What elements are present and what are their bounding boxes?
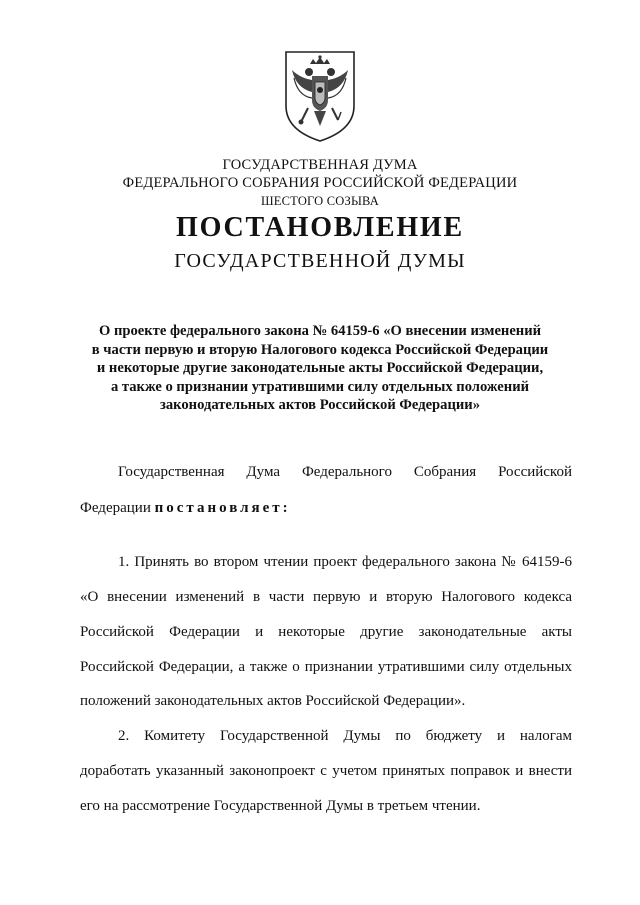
- intro-line-1: Государственная Дума Федерального Собрания Российской: [118, 464, 572, 480]
- item1-line-5: положений законодательных актов Российской Федерации».: [80, 693, 466, 709]
- document-title: ПОСТАНОВЛЕНИЕ: [176, 212, 464, 243]
- item1-line-1: 1. Принять во втором чтении проект федерального закона № 64159-6: [118, 554, 572, 570]
- subject-line-3: и некоторые другие законодательные акты Российской Федерации,: [96, 360, 544, 376]
- header-line-3: ШЕСТОГО СОЗЫВА: [260, 194, 380, 208]
- item2-line-1: 2. Комитету Государственной Думы по бюджету и налогам: [118, 728, 572, 744]
- item2-line-2: доработать указанный законопроект с учетом принятых поправок и внести: [80, 763, 572, 779]
- intro-resolves: постановляет:: [154, 500, 291, 516]
- subject-line-4: а также о признании утратившими силу отдельных положений: [110, 378, 530, 395]
- russian-coat-of-arms-icon: [282, 48, 358, 144]
- header-line-1: ГОСУДАРСТВЕННАЯ ДУМА: [222, 157, 418, 173]
- document-subtitle: ГОСУДАРСТВЕННОЙ ДУМЫ: [174, 250, 466, 272]
- item2-line-3: его на рассмотрение Государственной Думы в третьем чтении.: [80, 798, 481, 814]
- header-line-2: ФЕДЕРАЛЬНОГО СОБРАНИЯ РОССИЙСКОЙ ФЕДЕРАЦИИ: [122, 175, 518, 191]
- subject-line-1: О проекте федерального закона № 64159-6 «О внесении изменений: [98, 323, 542, 339]
- item1-line-3: Российской Федерации и некоторые другие законодательные акты: [80, 624, 572, 640]
- intro-federation: Федерации: [80, 500, 151, 516]
- subject-line-5: законодательных актов Российской Федерации»: [160, 397, 480, 413]
- item1-line-2: «О внесении изменений в части первую и вторую Налогового кодекса: [80, 589, 572, 605]
- document-subject: [60, 322, 580, 415]
- item1-line-4: Российской Федерации, а также о признании утратившими силу отдельных: [80, 659, 572, 675]
- subject-line-2: в части первую и вторую Налогового кодекса Российской Федерации: [91, 341, 549, 358]
- intro-line-2: [80, 500, 572, 517]
